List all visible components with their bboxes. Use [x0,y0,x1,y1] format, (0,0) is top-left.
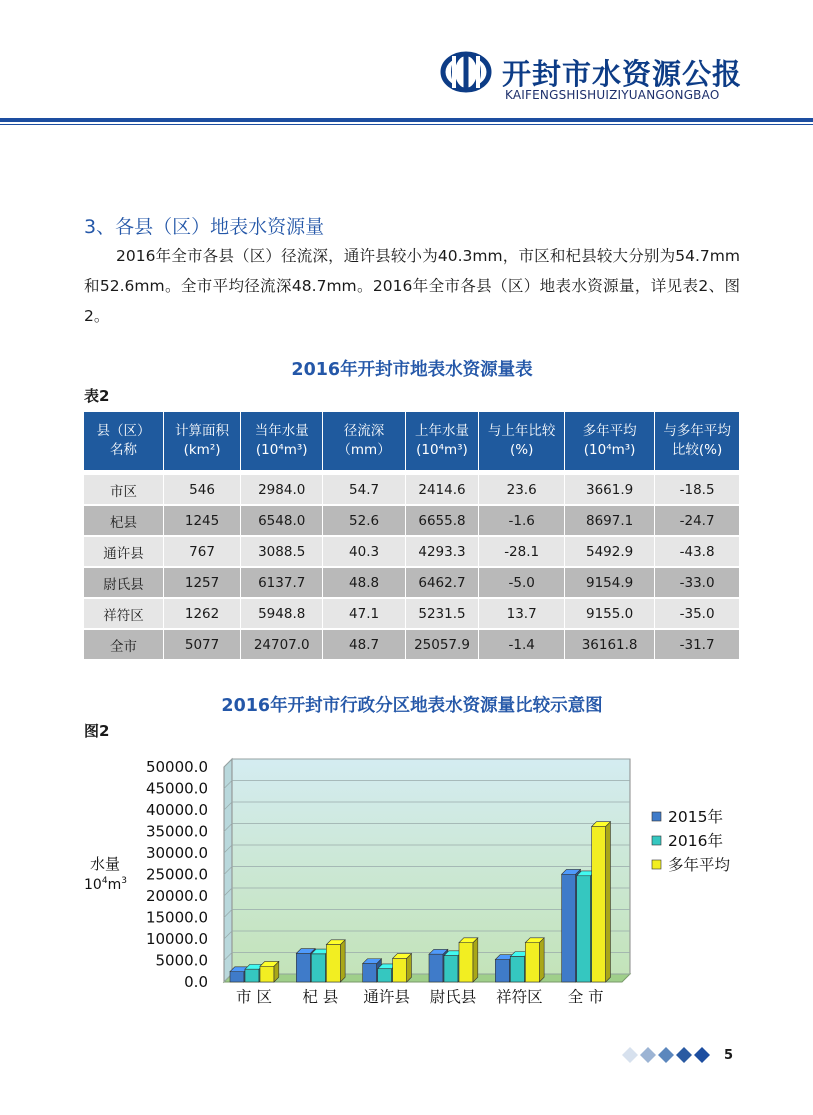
cell-vs-long-term: -33.0 [654,568,739,599]
table-row [84,599,739,630]
x-tick-label: 全 市 [567,988,604,1006]
header-line: (10⁴m³) [583,442,636,458]
y-axis-unit: $10^4m^3$ [84,876,127,893]
cell-runoff-depth: 47.1 [322,599,404,630]
cell-runoff-depth: 52.6 [322,506,404,537]
bar [592,822,611,982]
col-header-current-volume [240,412,322,470]
page-number: 5 [724,1048,734,1063]
cell-area: 5077 [163,630,240,661]
x-tick-label: 祥符区 [496,988,543,1006]
table-label: 表2 [84,387,110,405]
cell-vs-long-term: -35.0 [654,599,739,630]
publication-title: 开封市水资源公报 [502,57,743,91]
cell-long-term: 9154.9 [564,568,654,599]
cell-area: 1262 [163,599,240,630]
y-tick-label: 50000.0 [145,758,208,776]
header-line: (10⁴m³) [416,442,468,458]
header-rule [0,118,813,122]
y-tick-label: 25000.0 [145,865,208,884]
bar-front [525,943,539,982]
cell-vs-last-year: -28.1 [478,537,564,568]
header-line: 计算面积 [175,423,230,439]
table-row [84,506,739,537]
bar [459,938,478,982]
table-title: 2016年开封市地表水资源量表 [291,360,533,380]
col-header-vs-long-term [654,412,739,470]
cell-vs-long-term: -43.8 [654,537,739,568]
chart-label: 图2 [84,722,110,740]
cell-county: 全市 [84,630,163,661]
y-tick-label: 20000.0 [145,887,208,905]
bar-front [429,954,443,982]
bar-front [444,956,458,982]
header-line: 与多年平均 [663,423,731,439]
cell-vs-last-year: 23.6 [478,470,564,506]
cell-last-year: 5231.5 [405,599,479,630]
bar-front [577,876,591,982]
legend-label: 多年平均 [668,856,731,874]
cell-current-volume: 24707.0 [240,630,322,661]
bar-front [495,960,509,982]
header-rule-thin [0,124,813,125]
table-row [84,470,739,506]
table-row [84,537,739,568]
bar [393,954,412,982]
legend-label: 2016年 [668,832,723,850]
legend-swatch [652,812,661,821]
bar [326,940,345,982]
cell-area: 1257 [163,568,240,599]
bar-front [230,972,244,982]
header-line: 名称 [110,442,138,458]
cell-vs-long-term: -18.5 [654,470,739,506]
footer-diamond-ornament [622,1045,722,1065]
bar-side [539,938,544,982]
y-tick-label: 45000.0 [145,779,208,798]
cell-vs-long-term: -24.7 [654,506,739,537]
x-tick-label: 通许县 [363,988,410,1006]
cell-last-year: 4293.3 [405,537,479,568]
header-line: 多年平均 [582,423,637,439]
col-header-area [163,412,240,470]
cell-county: 祥符区 [84,599,163,630]
cell-current-volume: 6548.0 [240,506,322,537]
bar-front [592,827,606,982]
col-header-long-term [564,412,654,470]
x-tick-label: 尉氏县 [429,988,477,1006]
cell-vs-last-year: -1.6 [478,506,564,537]
publication-subtitle: KAIFENGSHISHUIZIYUANGONGBAO [505,88,720,102]
cell-county: 通许县 [84,537,163,568]
bar-side [473,938,478,982]
cell-area: 1245 [163,506,240,537]
cell-long-term: 5492.9 [564,537,654,568]
cell-runoff-depth: 48.7 [322,630,404,661]
bar-side [340,940,345,982]
page-header [0,0,813,128]
section-heading: 3、各县（区）地表水资源量 [84,216,325,238]
col-header-last-year [405,412,479,470]
bar-front [326,945,340,982]
cell-current-volume: 5948.8 [240,599,322,630]
bar-front [311,954,325,982]
header-line: 比较(%) [671,442,723,458]
cell-last-year: 25057.9 [405,630,479,661]
bar-front [562,874,576,982]
cell-county: 市区 [84,470,163,506]
header-line: (%) [509,442,534,458]
cell-county: 杞县 [84,506,163,537]
y-tick-label: 35000.0 [145,822,208,841]
bar-front [510,956,524,982]
table-row [84,568,739,599]
bar-front [363,964,377,982]
y-axis-label: 水量 [90,855,121,873]
cell-runoff-depth: 48.8 [322,568,404,599]
cell-long-term: 9155.0 [564,599,654,630]
header-line: （mm） [337,442,391,458]
cell-county: 尉氏县 [84,568,163,599]
y-tick-label: 40000.0 [145,801,208,819]
header-line: (10⁴m³) [255,442,308,458]
cell-current-volume: 6137.7 [240,568,322,599]
chart-legend [652,807,731,874]
y-tick-label: 0.0 [184,973,208,991]
cell-last-year: 6462.7 [405,568,479,599]
cell-last-year: 6655.8 [405,506,479,537]
col-header-county [84,412,163,470]
col-header-vs-last-year [478,412,564,470]
x-tick-label: 市 区 [236,988,272,1006]
header-line: 与上年比较 [487,423,556,439]
y-tick-label: 10000.0 [145,930,208,948]
x-tick-label: 杞 县 [302,988,339,1006]
cell-long-term: 36161.8 [564,630,654,661]
header-line: 当年水量 [254,423,309,439]
cell-vs-long-term: -31.7 [654,630,739,661]
bar-front [459,943,473,982]
section-paragraph: 2016年全市各县（区）径流深，通许县较小为40.3mm，市区和杞县较大分别为54.7mm和52.6mm。全市平均径流深48.7mm。2016年全市各县（区）地表水资源量，详见表2、图2。 [84,247,740,325]
bar-front [296,953,310,982]
cell-area: 546 [163,470,240,506]
cell-long-term: 3661.9 [564,470,654,506]
table-header-row [84,412,739,470]
bar-front [393,958,407,982]
bar-side [606,822,611,982]
cell-area: 767 [163,537,240,568]
bar [525,938,544,982]
y-axis-ticks [146,758,208,991]
legend-label: 2015年 [668,808,723,826]
cell-current-volume: 2984.0 [240,470,322,506]
y-tick-label: 30000.0 [145,844,208,862]
x-axis-ticks [236,988,604,1006]
bar-front [245,969,259,982]
cell-last-year: 2414.6 [405,470,479,506]
cell-vs-last-year: 13.7 [478,599,564,630]
cell-long-term: 8697.1 [564,506,654,537]
cell-vs-last-year: -1.4 [478,630,564,661]
legend-swatch [652,860,661,869]
y-tick-label: 15000.0 [145,908,208,927]
col-header-runoff-depth [322,412,404,470]
header-line: (km²) [183,442,221,458]
header-line: 县（区） [96,423,151,439]
bar [260,961,279,982]
cell-vs-last-year: -5.0 [478,568,564,599]
table-row [84,630,739,661]
legend-swatch [652,836,661,845]
header-line: 径流深 [343,423,385,439]
cell-runoff-depth: 40.3 [322,537,404,568]
cell-current-volume: 3088.5 [240,537,322,568]
bar-front [260,966,274,982]
y-tick-label: 5000.0 [155,951,208,970]
water-logo-icon [440,50,492,94]
cell-runoff-depth: 54.7 [322,470,404,506]
bar-front [378,969,392,982]
chart-title: 2016年开封市行政分区地表水资源量比较示意图 [221,696,603,716]
surface-water-table [84,412,739,661]
header-line: 上年水量 [414,423,469,439]
surface-water-bar-chart [84,746,744,1014]
